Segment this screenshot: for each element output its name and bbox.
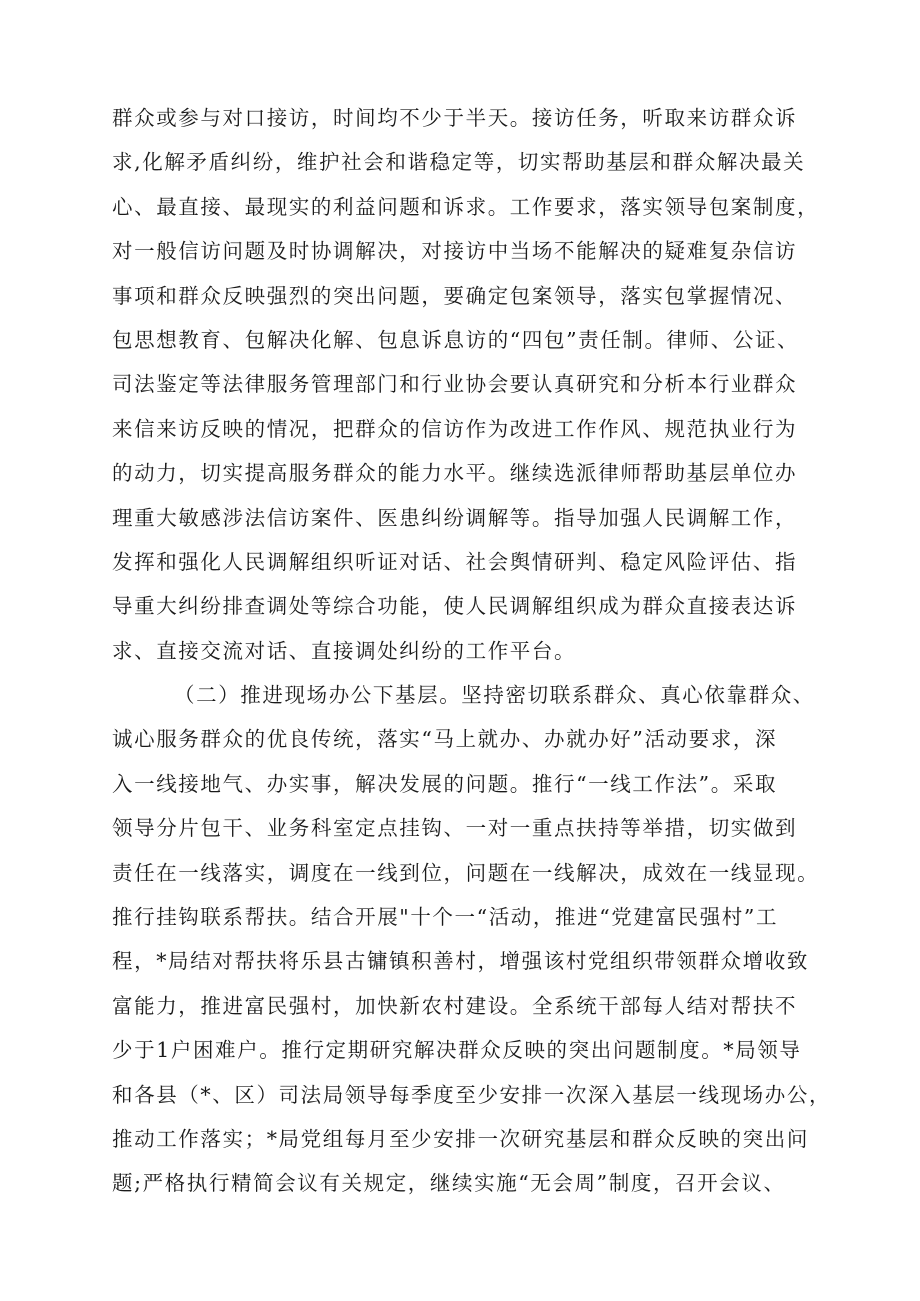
text-line: 领导分片包干、业务科室定点挂钩、一对一重点扶持等举措，切实做到	[112, 816, 798, 841]
text-line: 的动力，切实提高服务群众的能力水平。继续选派律师帮助基层单位办	[112, 461, 798, 486]
section-heading-line: （二）推进现场办公下基层。坚持密切联系群众、真心依靠群众、	[174, 683, 815, 708]
text-line: 导重大纠纷排查调处等综合功能，使人民调解组织成为群众直接表达诉	[112, 594, 798, 619]
text-line: 责任在一线落实，调度在一线到位，问题在一线解决，成效在一线显现。	[112, 860, 820, 885]
text-line: 推动工作落实；*局党组每月至少安排一次研究基层和群众反映的突出问	[112, 1126, 809, 1151]
text-line: 推行挂钩联系帮扶。结合开展"十个一“活动，推进“党建富民强村”工	[112, 905, 779, 930]
text-line: 理重大敏感涉法信访案件、医患纠纷调解等。指导加强人民调解工作，	[112, 505, 798, 530]
text-line: 来信来访反映的情况，把群众的信访作为改进工作作风、规范执业行为	[112, 416, 798, 441]
body-text	[112, 96, 832, 1206]
text-line: 包思想教育、包解决化解、包息诉息访的“四包”责任制。律师、公证、	[112, 327, 800, 352]
text-line: 求,化解矛盾纠纷，维护社会和谐稳定等，切实帮助基层和群众解决最关	[112, 150, 806, 175]
text-line: 程，*局结对帮扶将乐县古镛镇积善村，增强该村党组织带领群众增收致	[112, 949, 809, 974]
text-line: 诚心服务群众的优良传统，落实“马上就办、办就办好”活动要求，深	[112, 727, 778, 752]
text-line: 心、最直接、最现实的利益问题和诉求。工作要求，落实领导包案制度，	[112, 194, 820, 219]
text-line: 群众或参与对口接访，时间均不少于半天。接访任务，听取来访群众诉	[112, 106, 798, 130]
text-line: 司法鉴定等法律服务管理部门和行业协会要认真研究和分析本行业群众	[112, 372, 798, 397]
text-line: 富能力，推进富民强村，加快新农村建设。全系统干部每人结对帮扶不	[112, 993, 798, 1018]
text-line: 对一般信访问题及时协调解决，对接访中当场不能解决的疑难复杂信访	[112, 239, 798, 264]
text-line: 发挥和强化人民调解组织听证对话、社会舆情研判、稳定风险评估、指	[112, 549, 798, 574]
text-line: 入一线接地气、办实事，解决发展的问题。推行“一线工作法”。采取	[112, 771, 778, 796]
text-line: 求、直接交流对话、直接调处纠纷的工作平台。	[112, 638, 577, 663]
text-line: 题;严格执行精简会议有关规定，继续实施“无会周”制度，召开会议、	[112, 1171, 786, 1196]
text-line: 事项和群众反映强烈的突出问题，要确定包案领导，落实包掌握情况、	[112, 283, 798, 308]
text-line: 和各县（*、区）司法局领导每季度至少安排一次深入基层一线现场办公，	[112, 1082, 832, 1107]
text-line: 少于1户困难户。推行定期研究解决群众反映的突出问题制度。*局领导	[112, 1038, 802, 1063]
